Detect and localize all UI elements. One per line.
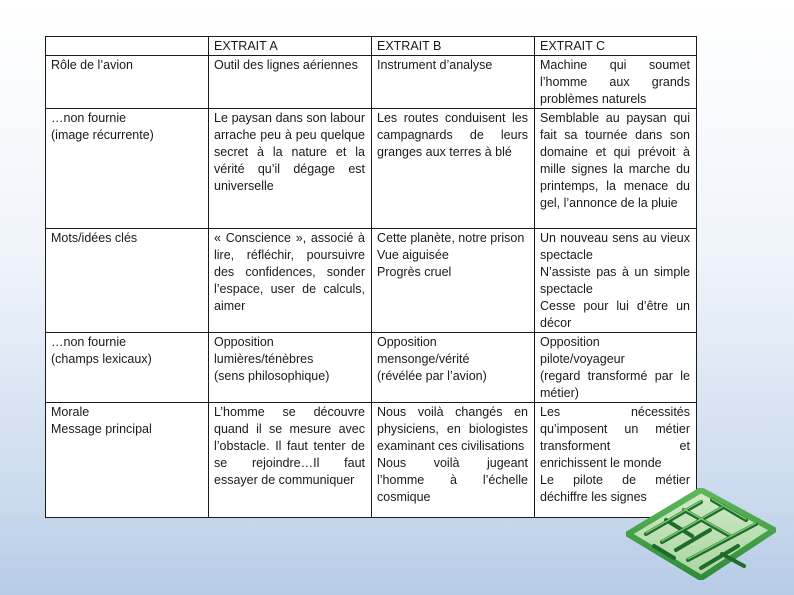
table-cell: Le paysan dans son labour arrache peu à peu quelque secret à la nature et la vérité qu’il dégage est universelle bbox=[209, 109, 372, 229]
table-cell: « Conscience », associé à lire, réfléchir, poursuivre des confidences, sonder l’espace, user de calculs, aimer bbox=[209, 229, 372, 333]
table-cell: Les nécessités qu’imposent un métier transforment et enrichissent le monde Le pilote de métier déchiffre les signes bbox=[535, 403, 697, 518]
row-label: …non fournie (champs lexicaux) bbox=[46, 333, 209, 403]
table-row bbox=[46, 333, 697, 403]
table-cell: Semblable au paysan qui fait sa tournée dans son domaine et qui prévoit à mille signes la marche du printemps, la menace du gel, l’annonce de la pluie bbox=[535, 109, 697, 229]
comparison-table bbox=[45, 36, 697, 518]
header-cell-empty bbox=[46, 37, 209, 56]
table-cell: Un nouveau sens au vieux spectacle N’assiste pas à un simple spectacle Cesse pour lui d’être un décor bbox=[535, 229, 697, 333]
header-cell-extrait-c: EXTRAIT C bbox=[535, 37, 697, 56]
table-cell: Machine qui soumet l’homme aux grands problèmes naturels bbox=[535, 56, 697, 109]
table-cell: Outil des lignes aériennes bbox=[209, 56, 372, 109]
table-cell: Nous voilà changés en physiciens, en biologistes examinant ces civilisations Nous voilà jugeant l’homme à l’échelle cosmique bbox=[372, 403, 535, 518]
table-cell: Les routes conduisent les campagnards de leurs granges aux terres à blé bbox=[372, 109, 535, 229]
table-cell: Instrument d’analyse bbox=[372, 56, 535, 109]
header-cell-extrait-b: EXTRAIT B bbox=[372, 37, 535, 56]
maze-image bbox=[626, 488, 776, 580]
table-row bbox=[46, 229, 697, 333]
table-row bbox=[46, 56, 697, 109]
row-label: Morale Message principal bbox=[46, 403, 209, 518]
table-cell: Opposition pilote/voyageur (regard transformé par le métier) bbox=[535, 333, 697, 403]
row-label: Mots/idées clés bbox=[46, 229, 209, 333]
header-cell-extrait-a: EXTRAIT A bbox=[209, 37, 372, 56]
table-cell: L’homme se découvre quand il se mesure avec l’obstacle. Il faut tenter de se rejoindre…Il faut essayer de communiquer bbox=[209, 403, 372, 518]
table-header-row bbox=[46, 37, 697, 56]
row-label: …non fournie (image récurrente) bbox=[46, 109, 209, 229]
table-cell: Opposition mensonge/vérité (révélée par l’avion) bbox=[372, 333, 535, 403]
row-label: Rôle de l’avion bbox=[46, 56, 209, 109]
table-cell: Cette planète, notre prison Vue aiguisée Progrès cruel bbox=[372, 229, 535, 333]
table-cell: Opposition lumières/ténèbres (sens philosophique) bbox=[209, 333, 372, 403]
table-row bbox=[46, 403, 697, 518]
table-row bbox=[46, 109, 697, 229]
